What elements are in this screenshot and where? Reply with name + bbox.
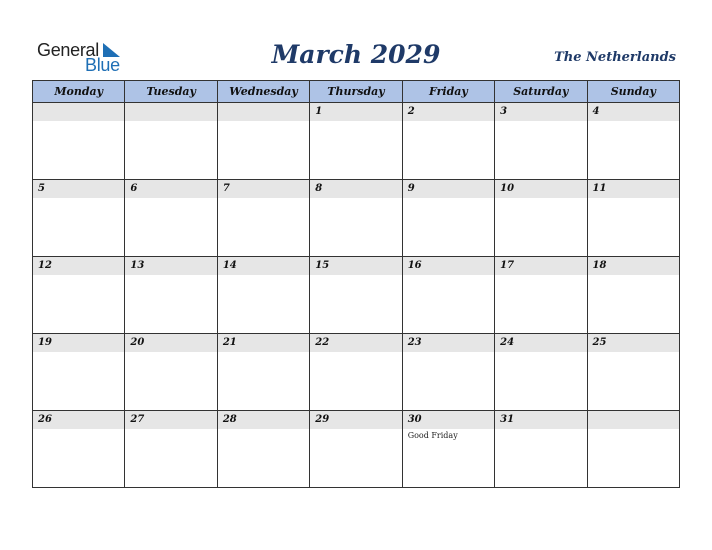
day-number: 28	[222, 414, 237, 425]
day-number: 4	[592, 106, 600, 117]
day-number: 3	[500, 106, 508, 117]
day-cell	[33, 334, 125, 411]
weekday-header: Saturday	[495, 81, 587, 103]
day-cell	[310, 411, 402, 488]
day-number: 25	[592, 337, 607, 348]
day-number: 31	[500, 414, 515, 425]
day-number-bar	[125, 103, 216, 121]
day-number: 26	[38, 414, 52, 425]
day-number: 11	[592, 183, 607, 194]
day-number: 7	[222, 183, 230, 194]
day-cell	[402, 180, 494, 257]
logo-text-general: General	[37, 40, 99, 60]
day-cell	[402, 103, 494, 180]
day-number: 8	[315, 183, 323, 194]
day-number: 16	[407, 260, 422, 271]
day-cell	[310, 257, 402, 334]
weekday-header: Friday	[402, 81, 494, 103]
day-cell	[402, 411, 494, 488]
day-cell	[402, 334, 494, 411]
day-number: 27	[130, 414, 145, 425]
day-cell	[310, 334, 402, 411]
day-cell	[587, 180, 679, 257]
day-number-bar	[403, 180, 494, 198]
day-number-bar	[310, 103, 401, 121]
day-number-bar	[310, 180, 401, 198]
day-cell	[33, 180, 125, 257]
day-number: 18	[592, 260, 607, 271]
day-cell	[587, 334, 679, 411]
day-number: 14	[222, 260, 237, 271]
weekday-header: Sunday	[587, 81, 679, 103]
day-cell	[495, 411, 587, 488]
calendar-title: March 2029	[271, 40, 441, 69]
day-cell	[217, 411, 309, 488]
day-number: 12	[38, 260, 52, 271]
day-number: 20	[130, 337, 145, 348]
day-cell	[587, 103, 679, 180]
day-cell	[125, 411, 217, 488]
week-row	[33, 334, 680, 411]
weekday-header: Monday	[33, 81, 125, 103]
day-number: 2	[407, 106, 415, 117]
day-cell	[587, 257, 679, 334]
day-number-bar	[33, 180, 124, 198]
day-cell	[402, 257, 494, 334]
day-cell	[495, 334, 587, 411]
day-cell	[33, 257, 125, 334]
day-number-bar	[33, 103, 124, 121]
day-cell	[217, 257, 309, 334]
day-number: 24	[500, 337, 515, 348]
day-number: 5	[38, 183, 45, 194]
country-label: The Netherlands	[554, 50, 676, 65]
day-number-bar	[588, 411, 679, 429]
day-cell	[125, 334, 217, 411]
day-cell	[33, 103, 125, 180]
day-cell	[495, 180, 587, 257]
weekday-header: Tuesday	[125, 81, 217, 103]
day-number-bar	[218, 103, 309, 121]
day-number: 30	[407, 414, 422, 425]
day-cell	[495, 103, 587, 180]
week-row	[33, 180, 680, 257]
day-number-bar	[588, 103, 679, 121]
day-cell	[217, 180, 309, 257]
day-number: 22	[315, 337, 330, 348]
day-number-bar	[403, 103, 494, 121]
day-cell	[310, 180, 402, 257]
day-cell	[125, 103, 217, 180]
calendar-grid	[32, 80, 680, 488]
day-cell	[217, 103, 309, 180]
day-number: 21	[222, 337, 237, 348]
day-cell	[217, 334, 309, 411]
weekday-header: Wednesday	[217, 81, 309, 103]
day-number: 17	[500, 260, 515, 271]
weekday-header: Thursday	[310, 81, 402, 103]
day-number-bar	[495, 103, 586, 121]
day-number: 19	[38, 337, 52, 348]
day-number: 1	[315, 106, 323, 117]
day-number: 9	[407, 183, 415, 194]
day-cell	[495, 257, 587, 334]
holiday-label: Good Friday	[407, 431, 458, 440]
day-number: 23	[407, 337, 422, 348]
day-number-bar	[125, 180, 216, 198]
week-row	[33, 103, 680, 180]
weekday-header-row	[33, 81, 680, 103]
day-number: 15	[315, 260, 330, 271]
day-cell	[125, 257, 217, 334]
day-number: 6	[130, 183, 138, 194]
week-row	[33, 257, 680, 334]
day-cell	[587, 411, 679, 488]
day-number-bar	[218, 180, 309, 198]
day-number: 29	[315, 414, 330, 425]
day-number: 10	[500, 183, 515, 194]
week-row	[33, 411, 680, 488]
day-cell	[310, 103, 402, 180]
day-cell	[125, 180, 217, 257]
logo-text-blue: Blue	[85, 55, 120, 75]
day-cell	[33, 411, 125, 488]
day-number: 13	[130, 260, 145, 271]
